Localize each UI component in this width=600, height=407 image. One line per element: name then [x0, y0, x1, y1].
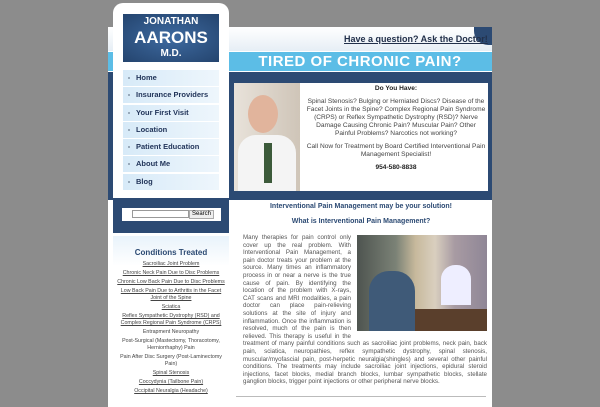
logo-line1: JONATHAN: [143, 16, 199, 27]
condition-item[interactable]: Chronic Neck Pain Due to Disc Problems: [122, 270, 220, 276]
hero-box: [234, 83, 488, 191]
hero-questions: Spinal Stenosis? Bulging or Herniated Discs? Disease of the Facet Joints in the Spine? Complex Regional Pain Syndrome (CRPS) or Reflex Sympathetic Dystrophy (RSD)? Nerve Damage Causing Chronic Pain? Muscular Pain? Other Painful Problems? Narcotics not working?: [306, 98, 486, 137]
hero-text: [306, 85, 486, 177]
condition-item: Entrapment Neuropathy: [142, 329, 200, 335]
conditions-list: [113, 236, 229, 406]
main-headings: [236, 202, 486, 232]
nav-insurance-providers[interactable]: Insurance Providers: [123, 87, 219, 103]
hero-call: Call Now for Treatment by Board Certified Interventional Pain Management Specialist!: [306, 143, 486, 158]
headline: Interventional Pain Management may be your solution!: [269, 203, 453, 210]
article: [243, 234, 487, 386]
condition-item: Pain After Disc Surgery (Post-Laminectomy Pain): [120, 354, 222, 367]
search-button[interactable]: Search: [189, 210, 214, 219]
phone-number: 954-580-8838: [375, 164, 417, 171]
condition-item[interactable]: Low Back Pain Due to Arthritis in the Facet Joint of the Spine: [120, 288, 222, 301]
nav-your-first-visit[interactable]: Your First Visit: [123, 105, 219, 121]
logo-line3: M.D.: [160, 48, 182, 59]
nav-patient-education[interactable]: Patient Education: [123, 139, 219, 155]
consultation-photo: [357, 235, 487, 331]
conditions-title: Conditions Treated: [134, 248, 208, 257]
doctor-photo: [234, 83, 300, 191]
condition-item: Post-Surgical (Mastectomy, Thoracotomy, Herniorrhaphy) Pain: [122, 338, 220, 351]
banner-text: TIRED OF CHRONIC PAIN?: [258, 53, 462, 70]
logo-line2: AARONS: [134, 28, 208, 47]
condition-item[interactable]: Sacroiliac Joint Problem: [142, 261, 200, 267]
nav-location[interactable]: Location: [123, 122, 219, 138]
main-nav: [123, 70, 219, 191]
nav-home[interactable]: Home: [123, 70, 219, 86]
divider: [236, 396, 486, 397]
search-input[interactable]: [132, 210, 189, 218]
nav-blog[interactable]: Blog: [123, 174, 219, 190]
search-section: [113, 198, 229, 233]
subheadline: What is Interventional Pain Management?: [291, 218, 431, 225]
condition-item[interactable]: Coccydynia (Tailbone Pain): [138, 379, 204, 385]
article-body: Many therapies for pain control only cover up the real problem. With Interventional Pain Management, a pain doctor treats your problem at the source. Many times an inflammatory process in or near a nerve is the true cause of pain. By identifying the location of the problem with X-rays, CAT scans and MRI modalities, a pain doctor can place pain-relieving solutions at the site of injury and inflammation. Once the inflammation is resolved, much of the pain is then relieved. This therapy is useful in the treatment of many painful conditions such as sacroiliac joint problems, neck pain, back pain, sciatica, neuropathies, reflex sympathetic dystrophy, spinal stenosis, muscular/myofascial pain, post-herpetic neuralgia(shingles) and several other painful conditions. The treatments may include sacroiliac joint injections, epidural steroid injections, facet blocks, medial branch blocks, lumbar sympathetic blocks, stellate ganglion blocks, trigger point injections or other peripheral nerve blocks.: [243, 234, 487, 386]
ask-doctor-link[interactable]: Have a question? Ask the Doctor!: [344, 34, 488, 44]
condition-item[interactable]: Occipital Neuralgia (Headache): [134, 388, 208, 394]
condition-item[interactable]: Sciatica: [161, 304, 181, 310]
hero-heading: Do You Have:: [374, 85, 418, 92]
condition-item[interactable]: Chronic Low Back Pain Due to Disc Problems: [117, 279, 225, 285]
condition-item[interactable]: Spinal Stenosis: [152, 370, 190, 376]
logo[interactable]: [123, 14, 219, 62]
condition-item[interactable]: Reflex Sympathetic Dystrophy (RSD) and Complex Regional Pain Syndrome (CRPS): [120, 313, 222, 326]
nav-about-me[interactable]: About Me: [123, 156, 219, 172]
